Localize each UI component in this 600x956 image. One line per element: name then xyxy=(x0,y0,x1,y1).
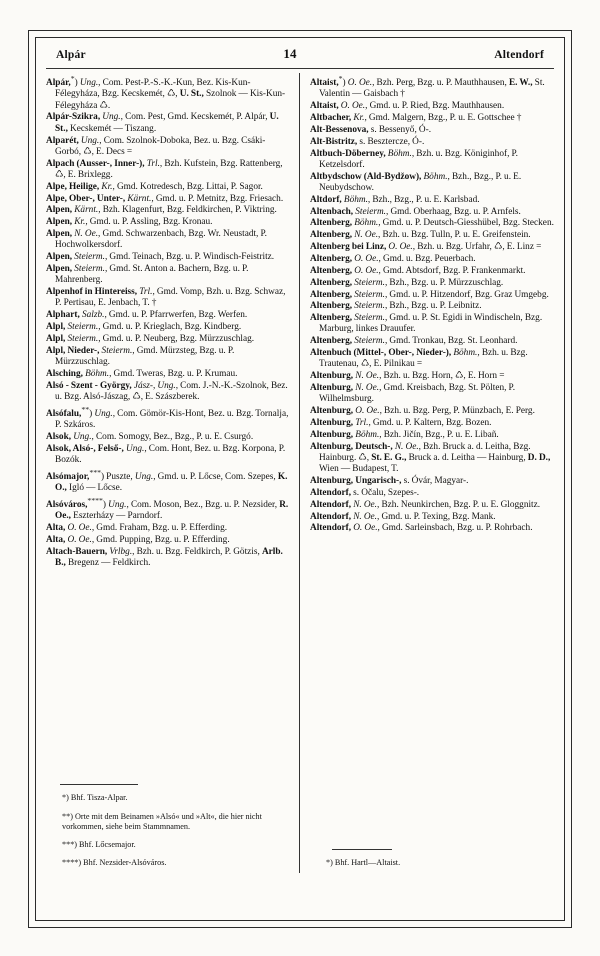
footnote-rule xyxy=(60,784,138,785)
dictionary-entry: Altenberg, Steierm., Bzh., Bzg. u. P. Leibnitz. xyxy=(310,301,482,312)
footnote: ***) Bhf. Lőcsemajor. xyxy=(62,839,136,849)
dictionary-entry: Altenburg, Trl., Gmd. u. P. Kaltern, Bzg. Bozen. xyxy=(310,418,492,428)
footnote: *) Bhf. Hartl—Altaist. xyxy=(326,858,401,867)
dictionary-entry: Alsófalu,**) Ung., Com. Gömör-Kis-Hont, Bez. u. Bzg. Tornalja, P. Szkáros. xyxy=(46,404,289,431)
dictionary-entry: Alsóváros,****) Ung., Com. Moson, Bez., Bzg. u. P. Nezsider, R. Oe., Eszterházy — Parndorf. xyxy=(46,496,289,522)
dictionary-entry: Alt-Bistritz, s. Besztercze, Ó-. xyxy=(310,136,425,147)
dictionary-entry: Alpe, Ober-, Unter-, Kärnt., Gmd. u. P. Metnitz, Bzg. Friesach. xyxy=(46,193,284,204)
dictionary-entry: Altendorf, O. Oe., Gmd. Sarleinsbach, Bzg. u. P. Rohrbach. xyxy=(310,523,533,534)
footnote: **) Orte mit dem Beinamen »Alsó« und »Alt«, die hier nicht vorkommen, siehe beim Stammnamen. xyxy=(62,811,262,831)
left-column xyxy=(46,73,300,873)
dictionary-entry: Altenburg, O. Oe., Bzh. u. Bzg. Perg, P. Münzbach, E. Perg. xyxy=(310,406,535,417)
right-footnotes xyxy=(310,844,554,869)
dictionary-entry: Alsómajor,***) Puszte, Ung., Gmd. u. P. Lőcse, Com. Szepes, K. O., Igló — Lőcse. xyxy=(46,467,288,494)
left-footnotes xyxy=(46,779,290,869)
dictionary-entry: Alpár-Szikra, Ung., Com. Pest, Gmd. Kecskemét, P. Alpár, U. St., Kecskemét — Tiszang. xyxy=(46,112,279,134)
dictionary-entry: Alta, O. Oe., Gmd. Fraham, Bzg. u. P. Efferding. xyxy=(46,523,228,534)
dictionary-entry: Altenberg, Steierm., Gmd. u. P. Hitzendorf, Bzg. Graz Umgebg. xyxy=(310,289,549,300)
folio-number: 14 xyxy=(283,46,297,61)
dictionary-entry: Altenberg, Böhm., Gmd. u. P. Deutsch-Giesshübel, Bzg. Stecken. xyxy=(310,218,554,229)
left-column-entries xyxy=(46,73,290,569)
dictionary-entry: Alpen, Kärnt., Bzh. Klagenfurt, Bzg. Feldkirchen, P. Viktring. xyxy=(46,205,277,216)
dictionary-entry: Altendorf, N. Oe., Bzh. Neunkirchen, Bzg. P. u. E. Gloggnitz. xyxy=(310,499,541,510)
dictionary-entry: Altdorf, Böhm., Bzh., Bzg., P. u. E. Karlsbad. xyxy=(310,194,480,205)
dictionary-entry: Altenbach, Steierm., Gmd. Oberhaag, Bzg. u. P. Arnfels. xyxy=(310,206,521,217)
dictionary-entry: Altenburg, N. Oe., Bzh. u. Bzg. Horn, ♺, E. Horn = xyxy=(310,371,505,382)
dictionary-entry: Altenburg, Böhm., Bzh. Jičín, Bzg., P. u. E. Libañ. xyxy=(310,429,499,440)
dictionary-entry: Altaist, O. Oe., Gmd. u. P. Ried, Bzg. Mauthhausen. xyxy=(310,101,505,112)
dictionary-entry: Alphart, Salzb., Gmd. u. P. Pfarrwerfen, Bzg. Werfen. xyxy=(46,310,248,321)
dictionary-entry: Altenberg, Steierm., Gmd. Tronkau, Bzg. St. Leonhard. xyxy=(310,336,518,347)
dictionary-entry: Alpl, Nieder-, Steierm., Gmd. Mürzsteg, Bzg. u. P. Mürzzuschlag. xyxy=(46,345,235,367)
dictionary-entry: Alsok, Ung., Com. Somogy, Bez., Bzg., P. u. E. Csurgó. xyxy=(46,431,254,442)
dictionary-entry: Alpen, Steierm., Gmd. St. Anton a. Bachern, Bzg. u. P. Mahrenberg. xyxy=(46,264,249,286)
dictionary-entry: Altenberg bei Linz, O. Oe., Bzh. u. Bzg. Urfahr, ♺, E. Linz = xyxy=(310,242,542,253)
dictionary-entry: Altenberg, O. Oe., Gmd. u. Bzg. Peuerbach. xyxy=(310,253,476,264)
dictionary-entry: Alta, O. Oe., Gmd. Pupping, Bzg. u. P. Efferding. xyxy=(46,535,230,546)
header-right-catchword: Altendorf xyxy=(494,49,544,61)
dictionary-entry: Altendorf, s. Očalu, Szepes-. xyxy=(310,487,420,498)
dictionary-entry: Altendorf, N. Oe., Gmd. u. P. Texing, Bzg. Mank. xyxy=(310,511,496,522)
dictionary-entry: Altenburg, Deutsch-, N. Oe., Bzh. Bruck a. d. Leitha, Bzg. Hainburg. ♺, St. E. G., Bruck a. d. Leitha — Hainburg, D. D., Wien — Budapest, T. xyxy=(310,441,551,475)
dictionary-entry: Altenburg, N. Oe., Gmd. Kreisbach, Bzg. St. Pölten, P. Wilhelmsburg. xyxy=(310,383,516,405)
dictionary-entry: Altenbuch (Mittel-, Ober-, Nieder-), Böhm., Bzh. u. Bzg. Trautenau, ♺, E. Pilnikau = xyxy=(310,348,528,370)
dictionary-entry: Alsok, Alsó-, Felső-, Ung., Com. Hont, Bez. u. Bzg. Korpona, P. Bozók. xyxy=(46,443,286,466)
text-columns xyxy=(46,73,554,873)
dictionary-entry: Alsching, Böhm., Gmd. Tweras, Bzg. u. P. Krumau. xyxy=(46,368,238,379)
header-rule xyxy=(46,68,554,69)
dictionary-entry: Altbacher, Kr., Gmd. Malgern, Bzg., P. u. E. Gottschee † xyxy=(310,113,522,124)
right-column xyxy=(300,73,554,873)
footnote: *) Bhf. Tisza-Alpar. xyxy=(62,793,128,803)
dictionary-entry: Altaist,*) O. Oe., Bzh. Perg, Bzg. u. P. Mauthhausen, E. W., St. Valentin — Gaisbach † xyxy=(310,74,545,100)
dictionary-entry: Alparét, Ung., Com. Szolnok-Doboka, Bez. u. Bzg. Csáki-Gorbó, ♺, E. Decs = xyxy=(46,135,266,157)
dictionary-entry: Alpach (Ausser-, Inner-), Trl., Bzh. Kufstein, Bzg. Rattenberg, ♺, E. Brixlegg. xyxy=(46,158,283,180)
page-frame xyxy=(28,30,572,928)
dictionary-entry: Altenberg, Steierm., Bzh., Bzg. u. P. Mürzzuschlag. xyxy=(310,277,504,288)
dictionary-entry: Altenberg, O. Oe., Gmd. Abtsdorf, Bzg. P. Frankenmarkt. xyxy=(310,265,526,276)
dictionary-entry: Alt-Bessenova, s. Bessenyő, Ó-. xyxy=(310,124,432,135)
dictionary-entry: Alpár,*) Ung., Com. Pest-P.-S.-K.-Kun, Bez. Kis-Kun-Félegyháza, Bzg. Kecskemét, ♺, U. St., Szolnok — Kis-Kun-Félegyháza ♺. xyxy=(46,74,286,111)
footnote-rule xyxy=(332,849,392,850)
dictionary-entry: Altenberg, N. Oe., Bzh. u. Bzg. Tulln, P. u. E. Greifenstein. xyxy=(310,230,531,241)
dictionary-entry: Altach-Bauern, Vrlbg., Bzh. u. Bzg. Feldkirch, P. Götzis, Arlb. B., Bregenz — Feldkirch. xyxy=(46,546,283,569)
dictionary-entry: Alpl, Steierm., Gmd. u. P. Krieglach, Bzg. Kindberg. xyxy=(46,322,242,333)
running-head xyxy=(46,44,554,66)
header-left-catchword: Alpár xyxy=(56,49,86,61)
dictionary-entry: Alsó - Szent - György, Jász-, Ung., Com. J.-N.-K.-Szolnok, Bez. u. Bzg. Alsó-Jászag, ♺, E. Szászberek. xyxy=(46,380,288,402)
dictionary-entry: Altenburg, Ungarisch-, s. Óvár, Magyar-. xyxy=(310,476,469,487)
dictionary-entry: Altenberg, Steierm., Gmd. u. P. St. Egidi in Windischeln, Bzg. Marburg, linkes Drauufer. xyxy=(310,313,543,335)
page-inner-frame xyxy=(35,37,565,921)
dictionary-entry: Altbuch-Döberney, Böhm., Bzh. u. Bzg. Königinhof, P. Ketzelsdorf. xyxy=(310,148,518,170)
right-column-entries xyxy=(310,73,554,535)
dictionary-entry: Altbydschow (Ald-Bydžow), Böhm., Bzh., Bzg., P. u. E. Neubydschow. xyxy=(310,171,522,193)
footnote: ****) Bhf. Nezsider-Alsóváros. xyxy=(62,858,167,867)
right-footnote-list xyxy=(310,858,554,868)
dictionary-entry: Alpe, Heilige, Kr., Gmd. Kotredesch, Bzg. Littai, P. Sagor. xyxy=(46,181,263,192)
dictionary-entry: Alpl, Steierm., Gmd. u. P. Neuberg, Bzg. Mürzzuschlag. xyxy=(46,333,255,344)
dictionary-entry: Alpen, N. Oe., Gmd. Schwarzenbach, Bzg. Wr. Neustadt, P. Hochwolkersdorf. xyxy=(46,229,267,251)
left-footnote-list xyxy=(46,793,290,868)
dictionary-entry: Alpen, Steierm., Gmd. Teinach, Bzg. u. P. Windisch-Feistritz. xyxy=(46,252,275,263)
dictionary-entry: Alpen, Kr., Gmd. u. P. Assling, Bzg. Kronau. xyxy=(46,217,213,228)
dictionary-entry: Alpenhof in Hintereiss, Trl., Gmd. Vomp, Bzh. u. Bzg. Schwaz, P. Pertisau, E. Jenbach, T. † xyxy=(46,287,286,309)
